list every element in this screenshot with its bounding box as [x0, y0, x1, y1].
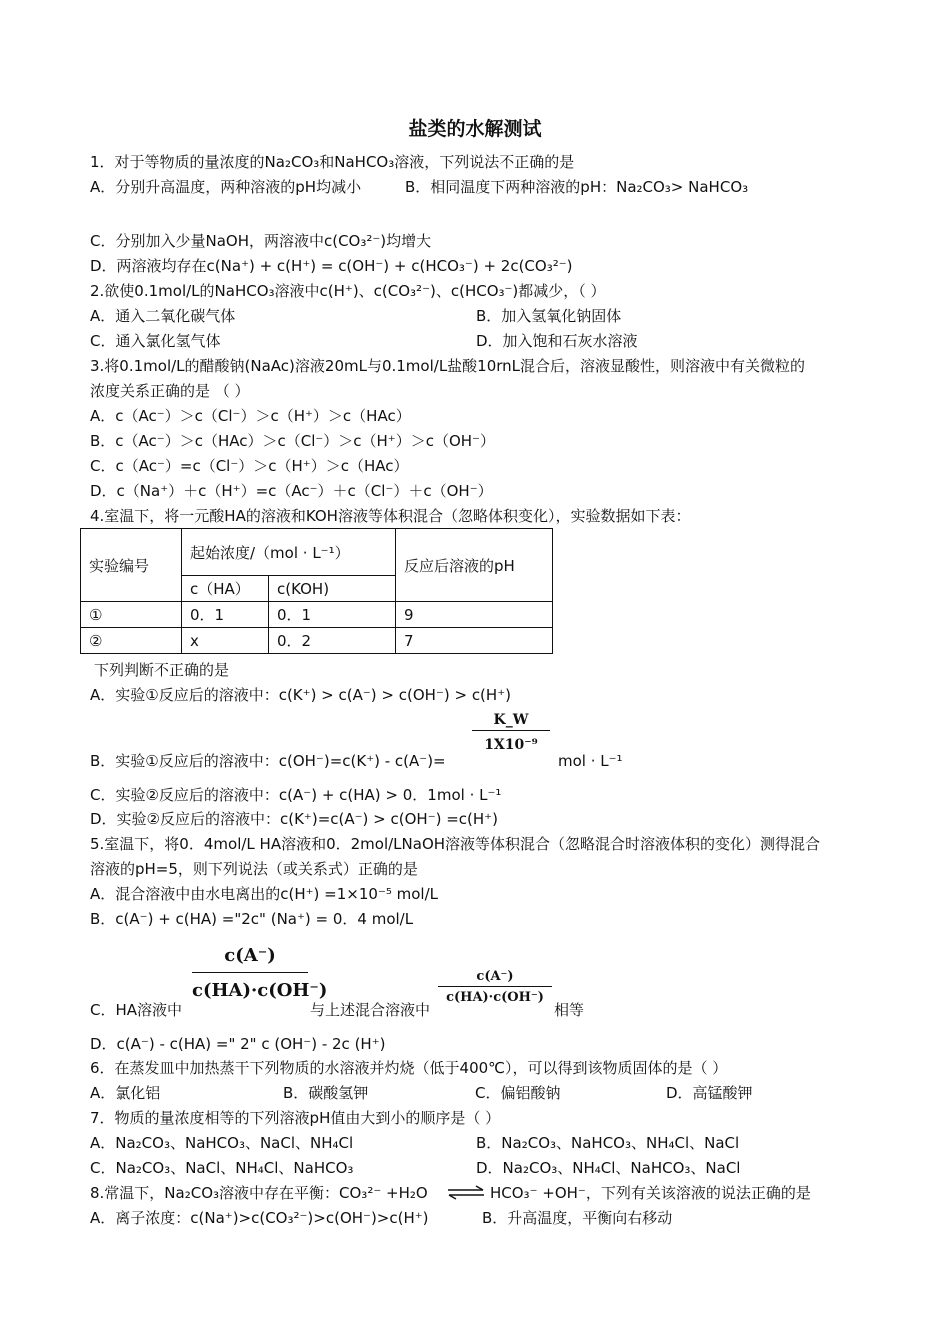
q6-option-d: D．高锰酸钾 — [666, 1084, 753, 1102]
q4-option-b-unit: mol · L⁻¹ — [558, 752, 623, 770]
q1-option-c: C．分别加入少量NaOH，两溶液中c(CO₃²⁻)均增大 — [90, 232, 432, 250]
q7-option-d: D．Na₂CO₃、NH₄Cl、NaHCO₃、NaCl — [476, 1159, 741, 1177]
table-row — [81, 628, 553, 654]
fraction-numerator: c(A⁻) — [476, 969, 514, 984]
q4-option-d: D．实验②反应后的溶液中：c(K⁺)=c(A⁻) > c(OH⁻) =c(H⁺) — [90, 810, 498, 828]
q6-option-a: A．氯化铝 — [90, 1084, 161, 1102]
fraction-denominator: 1X10⁻⁹ — [472, 730, 550, 755]
table-header-concentration: 起始浓度/（mol · L⁻¹） — [182, 529, 396, 576]
q7-stem: 7．物质的量浓度相等的下列溶液pH值由大到小的顺序是（ ） — [90, 1109, 501, 1127]
table-cell-ph: 9 — [396, 602, 553, 628]
q8-stem-pre: 8.常温下，Na₂CO₃溶液中存在平衡：CO₃²⁻ +H₂O — [90, 1184, 428, 1202]
q5-fraction-small — [438, 968, 552, 1007]
q1-option-b: B．相同温度下两种溶液的pH：Na₂CO₃> NaHCO₃ — [405, 178, 749, 196]
table-cell-koh: 0．1 — [269, 602, 396, 628]
q3-option-c: C．c（Ac⁻）=c（Cl⁻）＞c（H⁺）＞c（HAc） — [90, 457, 409, 475]
fraction-numerator: K_W — [493, 712, 529, 728]
q4-after-table: 下列判断不正确的是 — [94, 661, 230, 679]
q5-option-d: D．c(A⁻) - c(HA) =" 2" c (OH⁻) - 2c (H⁺) — [90, 1035, 386, 1053]
q5-option-c-post: 相等 — [554, 1001, 585, 1019]
q5-stem-line1: 5.室温下，将0．4mol/L HA溶液和0．2mol/LNaOH溶液等体积混合（忽略混合时溶液体积的变化）测得混合 — [90, 835, 821, 853]
q5-fraction-large — [192, 940, 328, 1005]
q3-option-d: D．c（Na⁺）＋c（H⁺）=c（Ac⁻）＋c（Cl⁻）＋c（OH⁻） — [90, 482, 493, 500]
table-cell-id: ① — [81, 602, 182, 628]
q3-stem-line1: 3.将0.1mol/L的醋酸钠(NaAc)溶液20mL与0.1mol/L盐酸10rnL混合后，溶液显酸性，则溶液中有关微粒的 — [90, 357, 806, 375]
table-header-ha: c（HA） — [182, 576, 269, 602]
q6-stem: 6．在蒸发皿中加热蒸干下列物质的水溶液并灼烧（低于400℃），可以得到该物质固体的是（ ） — [90, 1059, 728, 1077]
q8-option-b: B．升高温度，平衡向右移动 — [482, 1209, 673, 1227]
q1-option-d: D．两溶液均存在c(Na⁺) + c(H⁺) = c(OH⁻) + c(HCO₃⁻) + 2c(CO₃²⁻) — [90, 257, 573, 275]
q6-option-c: C．偏铝酸钠 — [475, 1084, 561, 1102]
q6-option-b: B．碳酸氢钾 — [283, 1084, 369, 1102]
table-cell-ha: x — [182, 628, 269, 654]
q2-option-c: C．通入氯化氢气体 — [90, 332, 221, 350]
q4-stem: 4.室温下，将一元酸HA的溶液和KOH溶液等体积混合（忽略体积变化），实验数据如下表： — [90, 507, 691, 525]
q2-option-d: D．加入饱和石灰水溶液 — [476, 332, 638, 350]
q4-option-a: A．实验①反应后的溶液中：c(K⁺) > c(A⁻) > c(OH⁻) > c(H⁺) — [90, 686, 511, 704]
q5-option-c-pre: C．HA溶液中 — [90, 1001, 183, 1019]
q5-stem-line2: 溶液的pH=5，则下列说法（或关系式）正确的是 — [90, 860, 418, 878]
table-header-id: 实验编号 — [81, 529, 182, 602]
table-header-koh: c(KOH) — [269, 576, 396, 602]
q4-kw-fraction — [472, 710, 550, 755]
table-cell-id: ② — [81, 628, 182, 654]
experiment-table — [80, 528, 553, 654]
q8-option-a: A．离子浓度：c(Na⁺)>c(CO₃²⁻)>c(OH⁻)>c(H⁺) — [90, 1209, 429, 1227]
q3-option-b: B．c（Ac⁻）＞c（HAc）＞c（Cl⁻）＞c（H⁺）＞c（OH⁻） — [90, 432, 495, 450]
q2-stem: 2.欲使0.1mol/L的NaHCO₃溶液中c(H⁺)、c(CO₃²⁻)、c(HCO₃⁻)都减少，（ ） — [90, 282, 606, 300]
q7-option-c: C．Na₂CO₃、NaCl、NH₄Cl、NaHCO₃ — [90, 1159, 354, 1177]
q5-option-c-mid: 与上述混合溶液中 — [310, 1001, 431, 1019]
fraction-denominator: c(HA)·c(OH⁻) — [438, 986, 552, 1007]
table-cell-ph: 7 — [396, 628, 553, 654]
q3-option-a: A．c（Ac⁻）＞c（Cl⁻）＞c（H⁺）＞c（HAc） — [90, 407, 411, 425]
q5-option-a: A．混合溶液中由水电离出的c(H⁺) =1×10⁻⁵ mol/L — [90, 885, 439, 903]
q1-stem: 1．对于等物质的量浓度的Na₂CO₃和NaHCO₃溶液，下列说法不正确的是 — [90, 153, 575, 171]
table-cell-koh: 0．2 — [269, 628, 396, 654]
q4-option-c: C．实验②反应后的溶液中：c(A⁻) + c(HA) > 0．1mol · L⁻¹ — [90, 786, 502, 804]
q3-stem-line2: 浓度关系正确的是 （ ） — [90, 382, 250, 400]
q7-option-a: A．Na₂CO₃、NaHCO₃、NaCl、NH₄Cl — [90, 1134, 354, 1152]
q2-option-b: B．加入氢氧化钠固体 — [476, 307, 622, 325]
table-row — [81, 602, 553, 628]
q1-option-a: A．分别升高温度，两种溶液的pH均减小 — [90, 178, 362, 196]
equilibrium-arrow-icon — [446, 1185, 486, 1201]
fraction-denominator: c(HA)·c(OH⁻) — [192, 972, 308, 1005]
q7-option-b: B．Na₂CO₃、NaHCO₃、NH₄Cl、NaCl — [476, 1134, 740, 1152]
page-title: 盐类的水解测试 — [408, 118, 542, 140]
q2-option-a: A．通入二氧化碳气体 — [90, 307, 236, 325]
q4-option-b-text: B．实验①反应后的溶液中：c(OH⁻)=c(K⁺) - c(A⁻)= — [90, 752, 446, 770]
table-header-ph: 反应后溶液的pH — [396, 529, 553, 602]
table-cell-ha: 0．1 — [182, 602, 269, 628]
q8-stem-post: HCO₃⁻ +OH⁻，下列有关该溶液的说法正确的是 — [490, 1184, 811, 1202]
fraction-numerator: c(A⁻) — [224, 945, 276, 966]
q5-option-b: B．c(A⁻) + c(HA) ="2c" (Na⁺) = 0．4 mol/L — [90, 910, 414, 928]
